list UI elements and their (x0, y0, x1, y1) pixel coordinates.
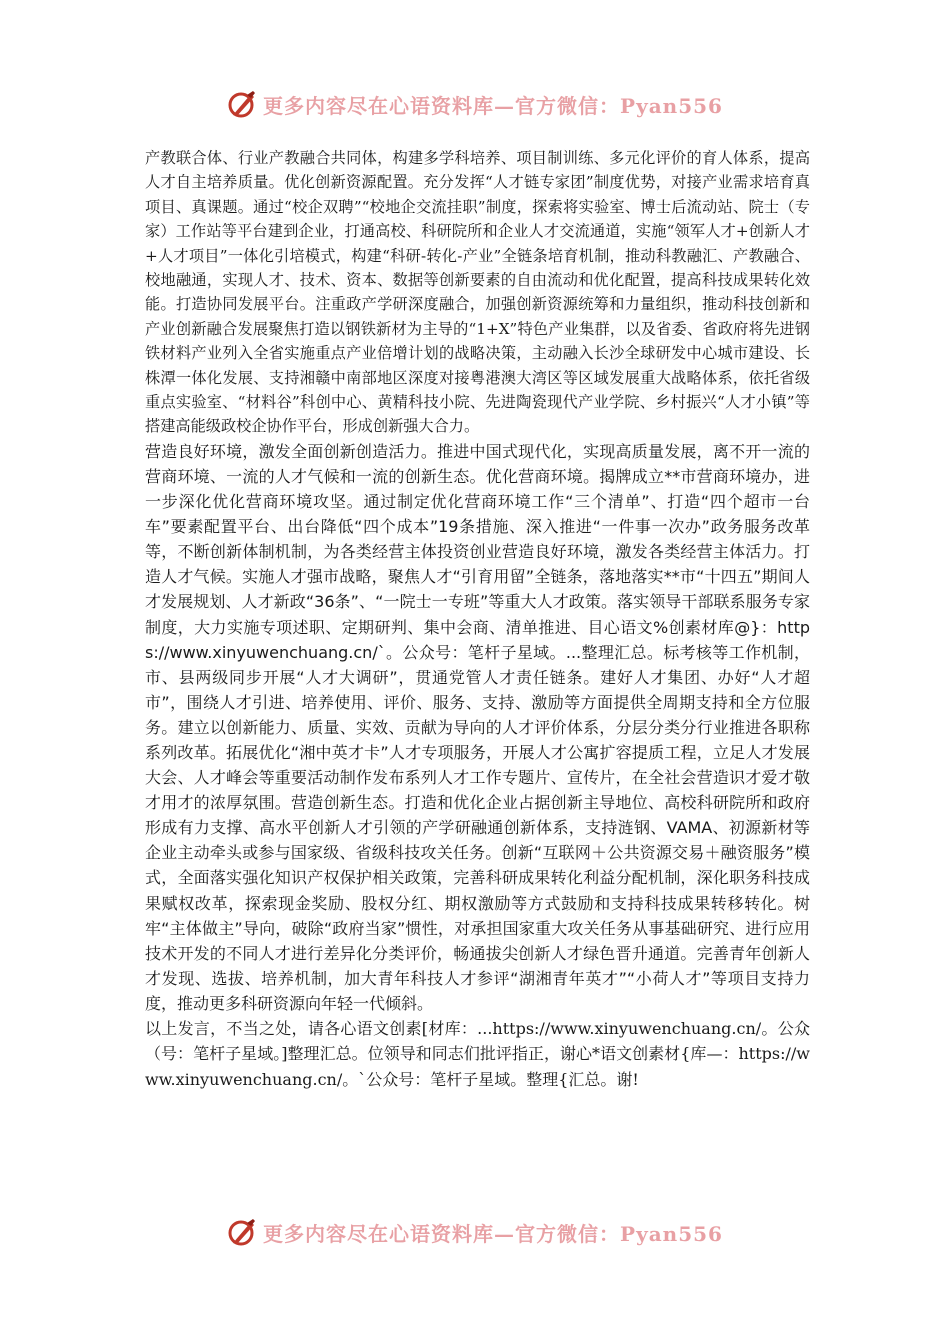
brush-pen-logo-icon (227, 89, 257, 119)
paragraph-2: 营造良好环境，激发全面创新创造活力。推进中国式现代化，实现高质量发展，离不开一流的营商环境、一流的人才气候和一流的创新生态。优化营商环境。揭牌成立**市营商环境办，进一步深化优化营商环境攻坚。通过制定优化营商环境工作“三个清单”、打造“四个超市一台车”要素配置平台、出台降低“四个成本”19条措施、深入推进“一件事一次办”政务服务改革等，不断创新体制机制，为各类经营主体投资创业营造良好环境，激发各类经营主体活力。打造人才气候。实施人才强市战略，聚焦人才“引育用留”全链条，落地落实**市“十四五”期间人才发展规划、人才新政“36条”、“一院士一专班”等重大人才政策。落实领导干部联系服务专家制度，大力实施专项述职、定期研判、集中会商、清单推进、目心语文%创素材库@}：https://www.xinyuwenchuang.cn/`。公众号：笔杆子星域。...整理汇总。标考核等工作机制，市、县两级同步开展“人才大调研”，贯通党管人才责任链条。建好人才集团、办好“人才超市”，围绕人才引进、培养使用、评价、服务、支持、激励等方面提供全周期支持和全方位服务。建立以创新能力、质量、实效、贡献为导向的人才评价体系，分层分类分行业推进各职称系列改革。拓展优化“湘中英才卡”人才专项服务，开展人才公寓扩容提质工程，立足人才发展大会、人才峰会等重要活动制作发布系列人才工作专题片、宣传片，在全社会营造识才爱才敬才用才的浓厚氛围。营造创新生态。打造和优化企业占据创新主导地位、高校科研院所和政府形成有力支撑、高水平创新人才引领的产学研融通创新体系，支持涟钢、VAMA、初源新材等企业主动牵头或参与国家级、省级科技攻关任务。创新“互联网＋公共资源交易＋融资服务”模式，全面落实强化知识产权保护相关政策，完善科研成果转化利益分配机制，深化职务科技成果赋权改革，探索现金奖励、股权分红、期权激励等方式鼓励和支持科技成果转移转化。树牢“主体做主”导向，破除“政府当家”惯性，对承担国家重大攻关任务从事基础研究、进行应用技术开发的不同人才进行差异化分类评价，畅通拔尖创新人才绿色晋升通道。完善青年创新人才发现、选拔、培养机制，加大青年科技人才参评“湖湘青年英才”“小荷人才”等项目支持力度，推动更多科研资源向年轻一代倾斜。 (145, 441, 810, 1013)
footer-banner-text: 更多内容尽在心语资料库—官方微信：Pyan556 (263, 1221, 723, 1246)
paragraph-3: 以上发言，不当之处，请各心语文创素[材库：...https://www.xinyuwenchuang.cn/。公众（号：笔杆子星域。]整理汇总。位领导和同志们批评指正，谢心*语文创素材{库—：https://www.xinyuwenchuang.cn/。`公众号：笔杆子星域。整理{汇总。谢! (145, 1019, 810, 1089)
document-body (145, 146, 810, 1092)
footer-banner (0, 1212, 950, 1252)
brush-pen-logo-icon (227, 1217, 257, 1247)
header-banner (0, 84, 950, 124)
header-banner-text: 更多内容尽在心语资料库—官方微信：Pyan556 (263, 93, 723, 118)
paragraph-1: 产教联合体、行业产教融合共同体，构建多学科培养、项目制训练、多元化评价的育人体系，提高人才自主培养质量。优化创新资源配置。充分发挥“人才链专家团”制度优势，对接产业需求培育真项目、真课题。通过“校企双聘”“校地企交流挂职”制度，探索将实验室、博士后流动站、院士（专家）工作站等平台建到企业，打通高校、科研院所和企业人才交流通道，实施“领军人才+创新人才+人才项目”一体化引培模式，构建“科研-转化-产业”全链条培育机制，推动科教融汇、产教融合、校地融通，实现人才、技术、资本、数据等创新要素的自由流动和优化配置，提高科技成果转化效能。打造协同发展平台。注重政产学研深度融合，加强创新资源统筹和力量组织，推动科技创新和产业创新融合发展聚焦打造以钢铁新材为主导的“1+X”特色产业集群，以及省委、省政府将先进钢铁材料产业列入全省实施重点产业倍增计划的战略决策，主动融入长沙全球研发中心城市建设、长株潭一体化发展、支持湘赣中南部地区深度对接粤港澳大湾区等区域发展重大战略体系，依托省级重点实验室、“材料谷”科创中心、黄精科技小院、先进陶瓷现代产业学院、乡村振兴“人才小镇”等搭建高能级政校企协作平台，形成创新强大合力。 (145, 149, 810, 436)
